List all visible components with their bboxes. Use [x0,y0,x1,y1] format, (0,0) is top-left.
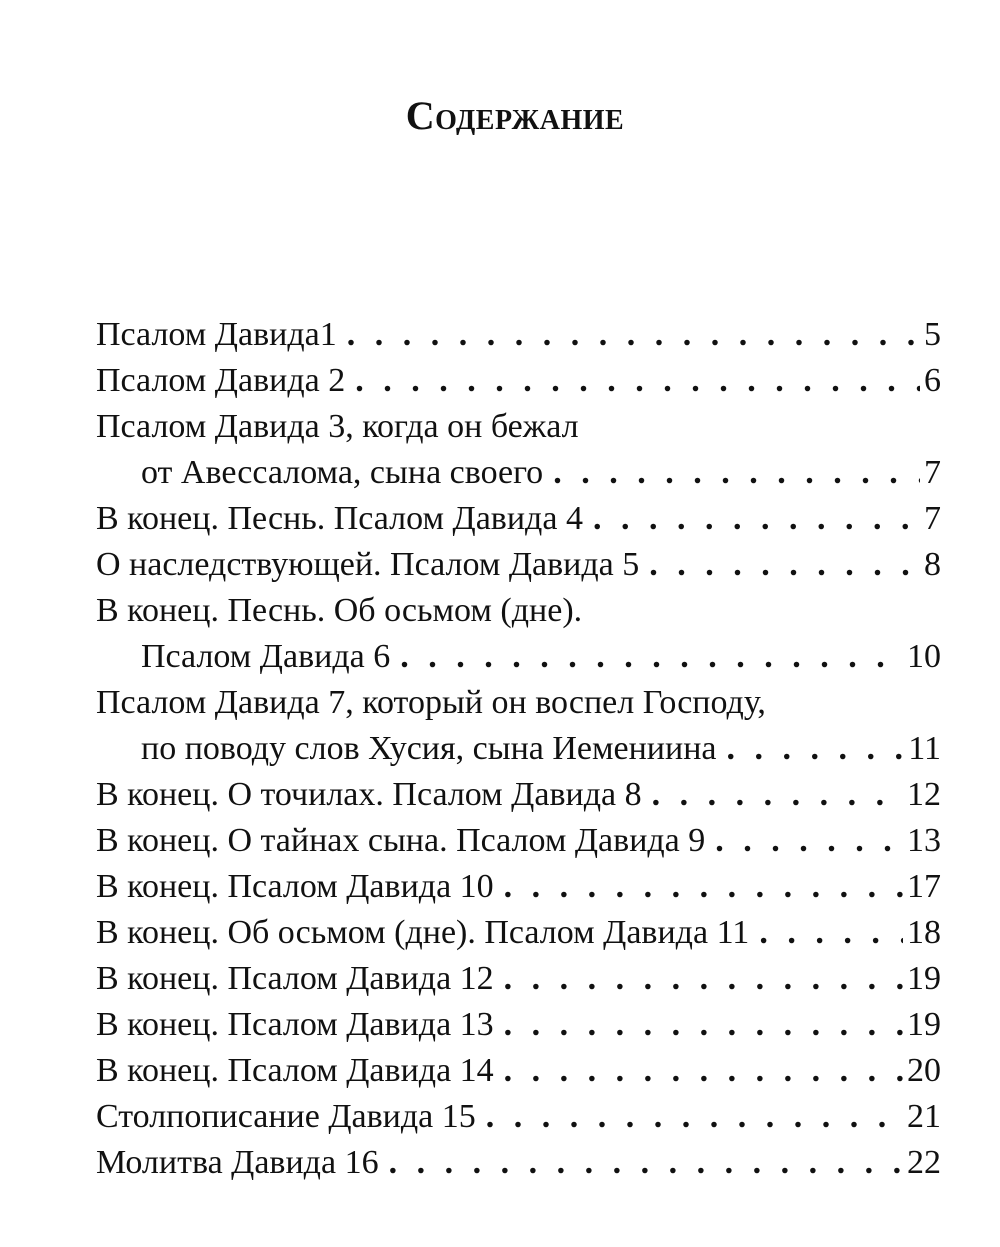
toc-entry-title: по поводу слов Хусия, сына Иемениина [141,730,717,767]
toc-page-number: 11 [908,730,941,767]
toc-entry-title: В конец. О тайнах сына. Псалом Давида 9 [96,822,706,859]
toc-entry-title: В конец. Песнь. Псалом Давида 4 [96,500,583,537]
toc-page-number: 22 [907,1144,941,1181]
toc-page-number: 17 [907,868,941,905]
toc-page-number: 13 [907,822,941,859]
toc-entry-continuation-line [96,450,941,496]
toc-entry-title: Псалом Давида 3, когда он бежал [96,408,579,445]
toc-entry-continuation-line [96,726,941,772]
toc-leader-dots [494,1048,903,1094]
toc-entry-title: Псалом Давида 7, который он воспел Господу, [96,684,766,721]
toc-entry-line [96,772,941,818]
toc-entry-title: В конец. Псалом Давида 13 [96,1006,494,1043]
toc-page-number: 18 [907,914,941,951]
toc-page-number: 8 [924,546,941,583]
toc-entry-line [96,496,941,542]
toc-entry-title: Псалом Давида 6 [141,638,391,675]
toc-page-number: 21 [907,1098,941,1135]
toc-entry-title: Молитва Давида 16 [96,1144,379,1181]
toc-entry[interactable] [96,358,941,404]
toc-entry[interactable] [96,680,941,772]
toc-entry-line [96,680,941,726]
table-of-contents [96,312,941,1186]
toc-entry[interactable] [96,496,941,542]
toc-entry-line [96,818,941,864]
toc-leader-dots [337,312,920,358]
toc-entry-line [96,358,941,404]
toc-entry-line [96,910,941,956]
toc-page-number: 7 [924,500,941,537]
toc-entry[interactable] [96,588,941,680]
toc-entry[interactable] [96,772,941,818]
toc-entry[interactable] [96,1140,941,1186]
toc-entry-line [96,956,941,1002]
page-title: Содержание [405,93,625,138]
toc-leader-dots [494,956,903,1002]
toc-entry-line [96,588,941,634]
toc-entry-title: Столпописание Давида 15 [96,1098,476,1135]
toc-leader-dots [639,542,920,588]
toc-entry-line [96,542,941,588]
toc-leader-dots [345,358,920,404]
toc-leader-dots [583,496,920,542]
toc-leader-dots [494,1002,903,1048]
toc-page-number: 10 [907,638,941,675]
toc-entry-line [96,864,941,910]
toc-page-number: 20 [907,1052,941,1089]
toc-entry[interactable] [96,404,941,496]
toc-entry[interactable] [96,542,941,588]
toc-entry[interactable] [96,818,941,864]
toc-entry-line [96,1048,941,1094]
toc-entry-title: В конец. Псалом Давида 10 [96,868,494,905]
toc-leader-dots [705,818,903,864]
toc-leader-dots [494,864,903,910]
toc-entry[interactable] [96,1002,941,1048]
toc-entry-title: от Авессалома, сына своего [141,454,544,491]
toc-leader-dots [379,1140,903,1186]
toc-leader-dots [642,772,903,818]
toc-page-number: 6 [924,362,941,399]
toc-leader-dots [390,634,903,680]
toc-entry[interactable] [96,1048,941,1094]
toc-entry[interactable] [96,864,941,910]
toc-entry-title: Псалом Давида1 [96,316,337,353]
toc-page-number: 19 [907,1006,941,1043]
toc-entry-title: Псалом Давида 2 [96,362,346,399]
toc-page-number: 12 [907,776,941,813]
toc-entry-title: В конец. О точилах. Псалом Давида 8 [96,776,642,813]
toc-leader-dots [716,726,904,772]
toc-entry-line [96,404,941,450]
toc-entry-continuation-line [96,634,941,680]
toc-entry-title: В конец. Псалом Давида 12 [96,960,494,997]
toc-page-number: 19 [907,960,941,997]
toc-entry[interactable] [96,1094,941,1140]
toc-leader-dots [476,1094,903,1140]
toc-entry-line [96,312,941,358]
toc-entry-title: В конец. Об осьмом (дне). Псалом Давида 11 [96,914,750,951]
toc-entry[interactable] [96,956,941,1002]
toc-entry-line [96,1002,941,1048]
toc-entry-line [96,1094,941,1140]
toc-page-number: 5 [924,316,941,353]
toc-page-number: 7 [924,454,941,491]
toc-entry-title: В конец. Псалом Давида 14 [96,1052,494,1089]
toc-entry-line [96,1140,941,1186]
toc-entry-title: О наследствующей. Псалом Давида 5 [96,546,640,583]
toc-leader-dots [543,450,920,496]
toc-entry[interactable] [96,312,941,358]
toc-leader-dots [749,910,903,956]
toc-entry[interactable] [96,910,941,956]
toc-entry-title: В конец. Песнь. Об осьмом (дне). [96,592,583,629]
